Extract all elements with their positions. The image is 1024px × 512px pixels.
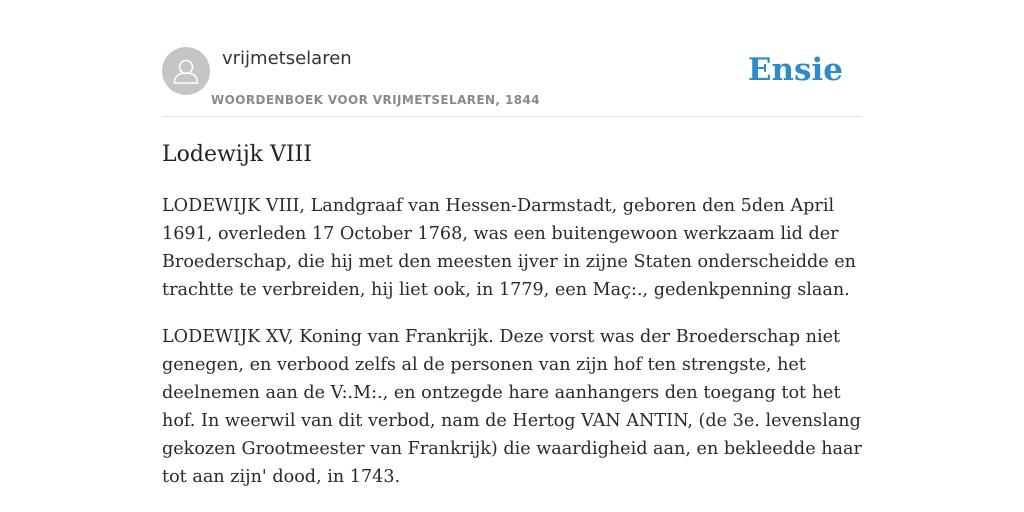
header [162, 46, 862, 117]
paragraph: LODEWIJK XV, Koning van Frankrijk. Deze vorst was der Broederschap niet genegen, en verbood zelfs al de personen van zijn hof ten strengste, het deelnemen aan de V:.M:., en ontzegde hare aanhangers den toegang tot het hof. In weerwil van dit verbod, nam de Hertog VAN ANTIN, (de 3e. levenslang gekozen Grootmeester van Frankrijk) die waardigheid aan, en bekleedde haar tot aan zijn' dood, in 1743. [162, 327, 862, 487]
user-icon [162, 47, 210, 95]
article-body [162, 192, 862, 510]
source-label[interactable]: WOORDENBOEK VOOR VRIJMETSELAREN, 1844 [211, 93, 540, 107]
brand-logo[interactable]: Ensie [747, 52, 843, 88]
page-title: Lodewijk VIII [162, 142, 312, 167]
paragraph: LODEWIJK VIII, Landgraaf van Hessen-Darmstadt, geboren den 5den April 1691, overleden 17 October 1768, was een buitengewoon werkzaam lid der Broederschap, die hij met den meesten ijver in zijne Staten onderscheidde en trachtte te verbreiden, hij liet ook, in 1779, een Maç:., gedenkpenning slaan. [162, 196, 856, 300]
avatar[interactable] [162, 47, 210, 95]
author-name[interactable]: vrijmetselaren [222, 48, 352, 69]
